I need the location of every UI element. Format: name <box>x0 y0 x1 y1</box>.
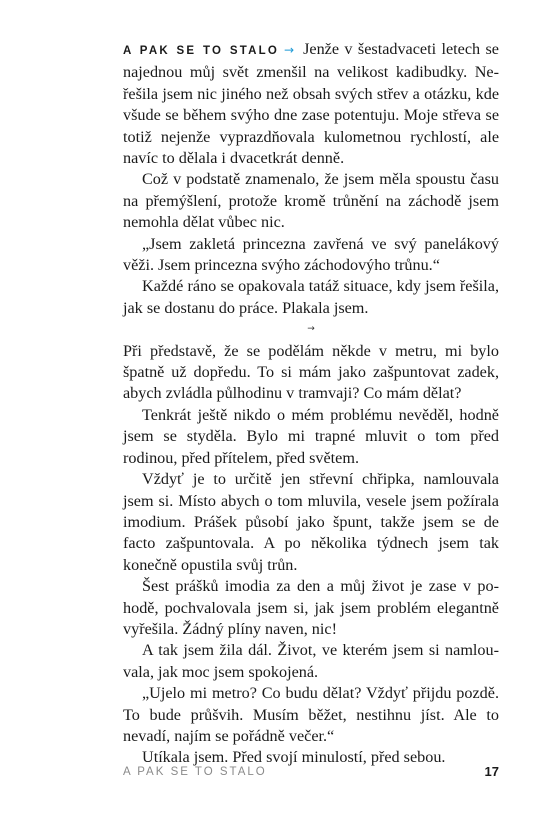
paragraph: „Jsem zakletá princezna zavřená ve svý panelákový věži. Jsem princezna svýho záchodovýho trůnu.“ <box>123 234 499 275</box>
paragraph-after-divider: Při představě, že se podělám někde v metru, mi bylo špatně už dopředu. To si mám jako zašpuntovat zadek, abych zvládla půlhodinu v tramvaji? Co mám dělat? <box>123 341 499 403</box>
page-number: 17 <box>484 764 499 779</box>
body-text <box>123 39 499 769</box>
paragraph: Což v podstatě znamenalo, že jsem měla spoustu času na přemýšlení, protože kromě trůnění na záchodě jsem nemohla dělat vůbec nic. <box>123 170 499 232</box>
section-heading: A PAK SE TO STALO <box>123 45 280 57</box>
running-footer-title: A PAK SE TO STALO <box>123 766 267 778</box>
lead-text: Jenže v šestadvaceti letech se najednou můj svět zmenšil na velikost kadibudky. Neřešila jsem nic jiného než obsah svých střev a otázku, kde všude se během svýho dne zase potentuju. Moje střeva se totiž nejenže vyprazdňovala kulometnou rychlostí, ale navíc to dělala i dvacetkrát denně. <box>123 40 499 168</box>
paragraph: A tak jsem žila dál. Život, ve kterém jsem si namlouvala, jak moc jsem spokojená. <box>123 641 499 681</box>
paragraph: Každé ráno se opakovala tatáž situace, kdy jsem řešila, jak se dostanu do práce. Plakala jsem. <box>123 277 499 317</box>
paragraph: Tenkrát ještě nikdo o mém problému nevěděl, hodně jsem se styděla. Bylo mi trapné mluvit o tom před rodinou, před přítelem, před světem. <box>123 405 499 467</box>
section-divider-arrow-icon: → <box>307 324 315 335</box>
arrow-right-icon: → <box>284 43 295 57</box>
paragraph: Šest prášků imodia za den a můj život je zase v pohodě, pochvalovala jsem si, jak jsem problém elegantně vyřešila. Žádný plíny naven, nic! <box>123 577 499 638</box>
paragraph: Vždyť je to určitě jen střevní chřipka, namlouvala jsem si. Místo abych o tom mluvila, vesele jsem požírala imodium. Prášek působí jako špunt, takže jsem se de facto zašpuntovala. A po několika týdnech jsem tak konečně opustila svůj trůn. <box>123 470 499 574</box>
paragraph: Utíkala jsem. Před svojí minulostí, před sebou. <box>142 748 446 767</box>
lead-paragraph <box>123 39 499 169</box>
paragraph: „Ujelo mi metro? Co budu dělat? Vždyť přijdu pozdě. To bude průšvih. Musím běžet, nestihnu jíst. Ale to nevadí, najím se pořádně večer.“ <box>123 684 499 745</box>
